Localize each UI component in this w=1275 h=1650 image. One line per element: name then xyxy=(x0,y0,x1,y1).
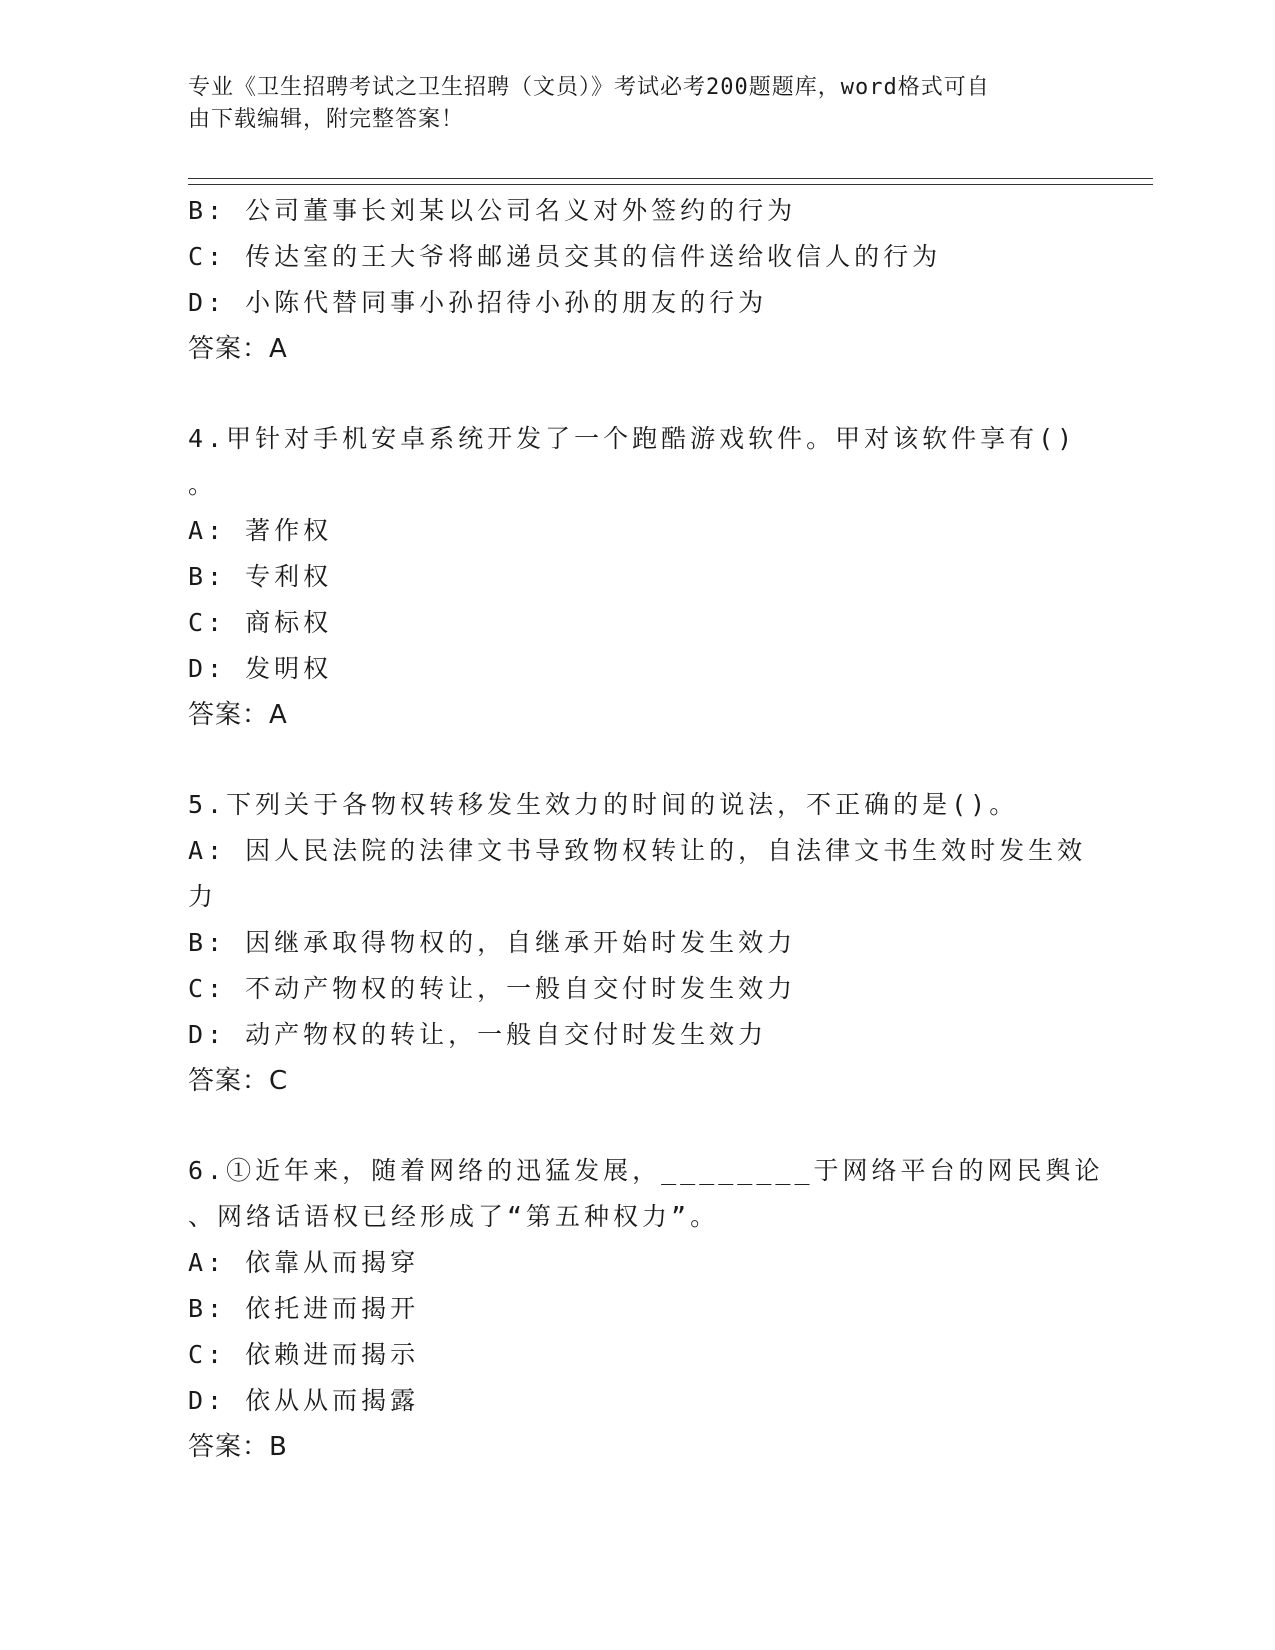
option-b: B: 公司董事长刘某以公司名义对外签约的行为 xyxy=(188,196,797,225)
option-b: B: 依托进而揭开 xyxy=(188,1294,420,1323)
header-line-1: 专业《卫生招聘考试之卫生招聘（文员）》考试必考200题题库，word格式可自 xyxy=(188,75,990,100)
question-stem: 5.下列关于各物权转移发生效力的时间的说法，不正确的是()。 xyxy=(188,790,1019,819)
question-5 xyxy=(188,782,1088,1104)
option-c: C: 商标权 xyxy=(188,608,333,637)
answer-label: 答案：B xyxy=(188,1432,288,1462)
option-c: C: 不动产物权的转让，一般自交付时发生效力 xyxy=(188,974,797,1003)
option-d: D: 小陈代替同事小孙招待小孙的朋友的行为 xyxy=(188,288,768,317)
answer-label: 答案：A xyxy=(188,334,288,364)
option-d: D: 依从从而揭露 xyxy=(188,1386,420,1415)
header-line-2: 由下载编辑，附完整答案！ xyxy=(188,107,465,132)
document-header xyxy=(188,72,1068,136)
question-list xyxy=(188,188,1104,1470)
option-a: A: 著作权 xyxy=(188,516,333,545)
question-6 xyxy=(188,1148,1104,1470)
option-b: B: 专利权 xyxy=(188,562,333,591)
option-a: A: 因人民法院的法律文书导致物权转让的，自法律文书生效时发生效 xyxy=(188,836,1087,865)
question-stem: 4.甲针对手机安卓系统开发了一个跑酷游戏软件。甲对该软件享有() xyxy=(188,424,1077,453)
option-d: D: 发明权 xyxy=(188,654,333,683)
answer-label: 答案：A xyxy=(188,700,288,730)
option-a: A: 依靠从而揭穿 xyxy=(188,1248,420,1277)
option-c: C: 传达室的王大爷将邮递员交其的信件送给收信人的行为 xyxy=(188,242,942,271)
option-a-cont: 力 xyxy=(188,882,218,911)
option-d: D: 动产物权的转让，一般自交付时发生效力 xyxy=(188,1020,768,1049)
question-stem-cont: 、网络话语权已经形成了“第五种权力”。 xyxy=(188,1202,720,1231)
question-stem: 6.①近年来，随着网络的迅猛发展，________于网络平台的网民舆论 xyxy=(188,1156,1104,1185)
question-3-tail xyxy=(188,188,1088,372)
header-double-rule xyxy=(188,178,1153,185)
option-c: C: 依赖进而揭示 xyxy=(188,1340,420,1369)
option-b: B: 因继承取得物权的，自继承开始时发生效力 xyxy=(188,928,797,957)
question-4 xyxy=(188,416,1088,738)
question-stem-cont: 。 xyxy=(188,470,218,499)
answer-label: 答案：C xyxy=(188,1066,289,1096)
